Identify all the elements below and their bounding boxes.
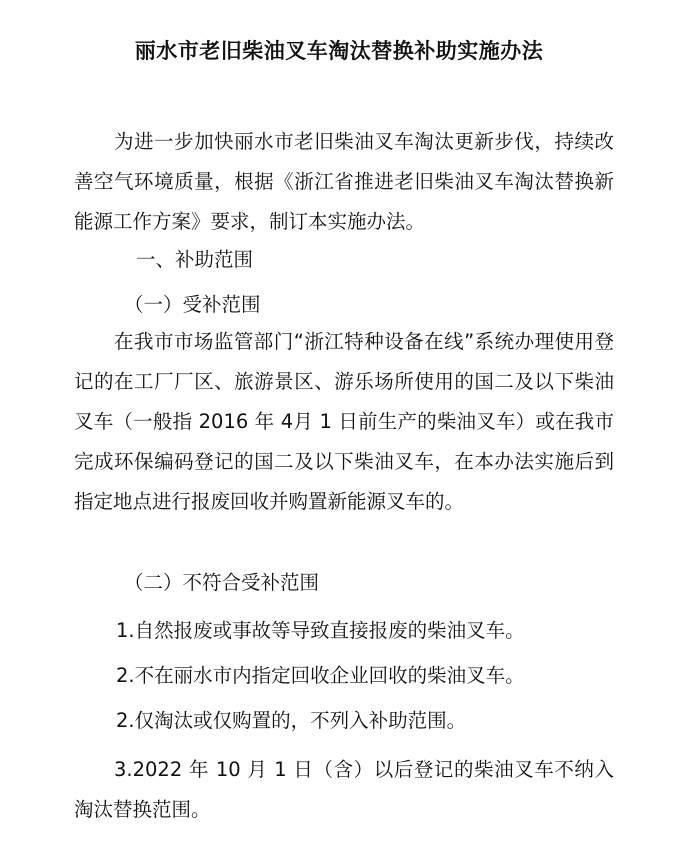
document-title: 丽水市老旧柴油叉车淘汰替换补助实施办法 (134, 38, 544, 63)
subsection-heading-ineligible: （二）不符合受补范围 (124, 571, 320, 594)
section-heading-scope: 一、补助范围 (136, 248, 254, 271)
eligible-scope-paragraph: 在我市市场监管部门“浙江特种设备在线”系统办理使用登记的在工厂厂区、旅游景区、游乐场所使用的国二及以下柴油叉车（一般指 2016 年 4月 1 日前生产的柴油叉车）或在我市完成环保编码登记的国二及以下柴油叉车，在本办法实施后到指定地点进行报废回收并购置新能源叉车的。 (74, 330, 614, 513)
subsection-heading-eligible: （一）受补范围 (124, 293, 261, 316)
intro-paragraph: 为进一步加快丽水市老旧柴油叉车淘汰更新步伐，持续改善空气环境质量，根据《浙江省推进老旧柴油叉车淘汰替换新能源工作方案》要求，制订本实施办法。 (74, 130, 614, 233)
ineligible-item: 2.仅淘汰或仅购置的，不列入补助范围。 (116, 709, 467, 732)
ineligible-item: 1.自然报废或事故等导致直接报废的柴油叉车。 (116, 619, 525, 642)
ineligible-item: 3.2022 年 10 月 1 日（含）以后登记的柴油叉车不纳入淘汰替换范围。 (74, 758, 614, 821)
ineligible-item: 2.不在丽水市内指定回收企业回收的柴油叉车。 (116, 664, 525, 687)
